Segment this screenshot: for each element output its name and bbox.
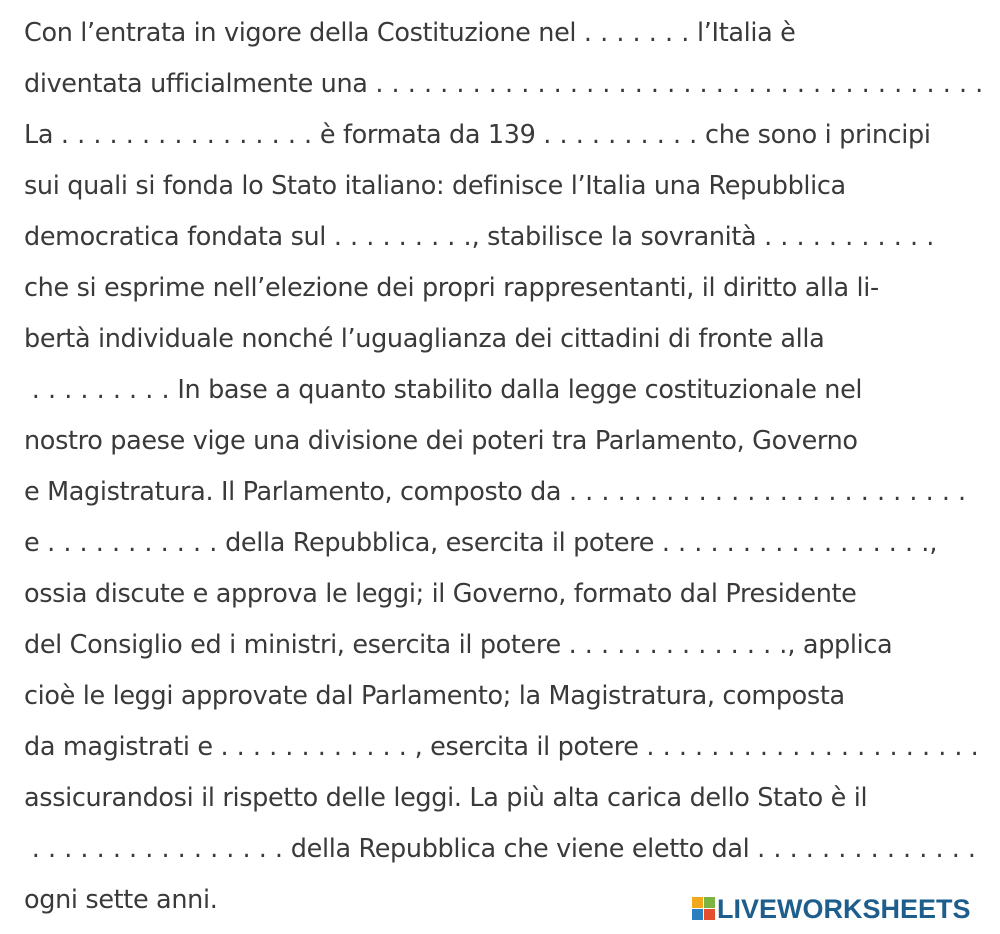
- text-segment: cioè le leggi approvate dal Parlamento; la Magistratura, composta: [24, 681, 845, 711]
- text-segment: e Magistratura. Il Parlamento, composto da: [24, 477, 569, 507]
- blank-field[interactable]: . . . . . . . . . . . . . . . . . . . . .: [646, 732, 979, 762]
- text-segment: che si esprime nell’elezione dei propri rappresentanti, il diritto alla li-: [24, 273, 879, 303]
- text-segment: della Repubblica che viene eletto dal: [283, 834, 758, 864]
- blank-field[interactable]: . . . . . . . . . . .: [47, 528, 218, 558]
- logo-text: LIVEWORKSHEETS: [717, 893, 971, 924]
- logo-icon-square: [692, 897, 703, 908]
- text-line: [24, 878, 217, 922]
- blank-field[interactable]: . . . . . . . . . . . . . . . .: [60, 120, 313, 150]
- blank-field[interactable]: . . . . . . . . . . . . . . . . .: [661, 528, 930, 558]
- text-segment: democratica fondata sul: [24, 222, 334, 252]
- text-segment: ,: [929, 528, 938, 558]
- liveworksheets-logo-icon: [692, 897, 716, 921]
- blank-field[interactable]: . . . . . . . . . . . . . .: [568, 630, 788, 660]
- text-segment: da magistrati e: [24, 732, 221, 762]
- liveworksheets-logo[interactable]: [692, 888, 971, 930]
- text-segment: ossia discute e approva le leggi; il Governo, formato dal Presidente: [24, 579, 857, 609]
- logo-icon-square: [692, 909, 703, 920]
- text-line: [24, 776, 867, 820]
- text-segment: , applica: [787, 630, 893, 660]
- text-line: [24, 419, 858, 463]
- text-line: [24, 266, 879, 310]
- blank-field[interactable]: . . . . . . . . . .: [543, 120, 698, 150]
- text-segment: ogni sette anni.: [24, 885, 218, 915]
- text-segment: e: [24, 528, 48, 558]
- blank-field[interactable]: . . . . . . . . . . . . . . . . . . . . . . . . . . . . . . . . . . . . . .: [375, 69, 984, 99]
- text-line: [24, 215, 934, 259]
- blank-field[interactable]: . . . . . . .: [583, 18, 690, 48]
- text-segment: che sono i principi: [697, 120, 931, 150]
- blank-field[interactable]: . . . . . . . . .: [31, 375, 170, 405]
- text-line: [24, 368, 862, 412]
- text-segment: La: [24, 120, 61, 150]
- text-segment: nostro paese vige una divisione dei poteri tra Parlamento, Governo: [24, 426, 858, 456]
- text-segment: bertà individuale nonché l’uguaglianza dei cittadini di fronte alla: [24, 324, 825, 354]
- text-line: [24, 572, 857, 616]
- text-line: [24, 521, 937, 565]
- text-line: [24, 470, 966, 514]
- text-line: [24, 164, 846, 208]
- text-segment: assicurandosi il rispetto delle leggi. La più alta carica dello Stato è il: [24, 783, 868, 813]
- text-segment: [24, 834, 32, 864]
- text-line: [24, 317, 824, 361]
- text-segment: [24, 375, 32, 405]
- text-line: [24, 725, 979, 769]
- logo-icon-square: [704, 909, 715, 920]
- text-segment: diventata ufficialmente una: [24, 69, 376, 99]
- text-segment: l’Italia è: [689, 18, 796, 48]
- text-segment: è formata da 139: [312, 120, 544, 150]
- text-line: [24, 827, 976, 871]
- blank-field[interactable]: . . . . . . . . . . . . . .: [757, 834, 977, 864]
- blank-field[interactable]: . . . . . . . . . . .: [764, 222, 935, 252]
- text-segment: della Repubblica, esercita il potere: [217, 528, 662, 558]
- text-segment: Con l’entrata in vigore della Costituzione nel: [24, 18, 584, 48]
- text-segment: sui quali si fonda lo Stato italiano: definisce l’Italia una Repubblica: [24, 171, 846, 201]
- text-segment: In base a quanto stabilito dalla legge costituzionale nel: [169, 375, 863, 405]
- text-segment: , stabilisce la sovranità: [471, 222, 765, 252]
- logo-icon-square: [704, 897, 715, 908]
- text-line: [24, 623, 892, 667]
- text-segment: del Consiglio ed i ministri, esercita il potere: [24, 630, 569, 660]
- blank-field[interactable]: . . . . . . . . .: [333, 222, 472, 252]
- text-line: [24, 11, 795, 55]
- blank-field[interactable]: . . . . . . . . . . . . . . . . . . . . . . . . .: [568, 477, 967, 507]
- text-line: [24, 62, 983, 106]
- text-segment: , esercita il potere: [406, 732, 647, 762]
- blank-field[interactable]: . . . . . . . . . . . . . . . .: [31, 834, 284, 864]
- text-line: [24, 113, 931, 157]
- text-line: [24, 674, 845, 718]
- blank-field[interactable]: . . . . . . . . . . . .: [220, 732, 407, 762]
